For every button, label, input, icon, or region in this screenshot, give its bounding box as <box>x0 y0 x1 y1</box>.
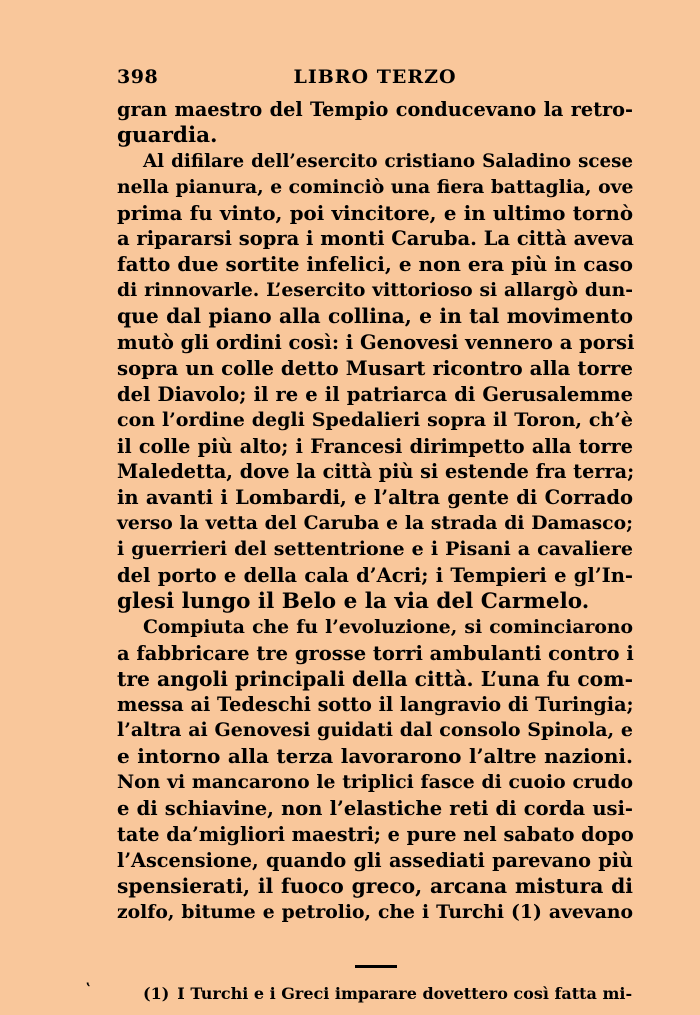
running-head <box>117 66 633 92</box>
running-title: LIBRO TERZO <box>293 66 457 88</box>
text-line: tre angoli principali della città. L’una fu com- <box>117 666 633 691</box>
text-line: sopra un colle detto Musart ricontro alla torre <box>117 355 633 380</box>
text-line: glesi lungo il Belo e la via del Carmelo. <box>117 588 590 614</box>
text-line: a ripararsi sopra i monti Caruba. La città aveva <box>117 227 634 251</box>
text-line: di rinnovarle. L’esercito vittorioso si allargò dun- <box>117 279 633 302</box>
text-line: Compiuta che fu l’evoluzione, si cominciarono <box>143 615 633 638</box>
text-line: verso la vetta del Caruba e la strada di Damasco; <box>117 512 633 535</box>
text-line: que dal piano alla collina, e in tal movimento <box>117 304 633 329</box>
text-line: spensierati, il fuoco greco, arcana mistura di <box>117 873 633 898</box>
text-line: prima fu vinto, poi vincitore, e in ultimo tornò <box>117 200 633 225</box>
margin-mark: ‛ <box>86 981 91 997</box>
text-line: messa ai Tedeschi sotto il langravio di Turingia; <box>117 693 634 717</box>
body-text <box>117 97 633 926</box>
page-number: 398 <box>117 66 159 88</box>
text-line: Al difilare dell’esercito cristiano Saladino scese <box>143 150 633 172</box>
text-line: il colle più alto; i Francesi dirimpetto alla torre <box>117 434 633 458</box>
text-line: mutò gli ordini così: i Genovesi vennero a porsi <box>117 331 635 355</box>
text-line: Non vi mancarono le triplici fasce di cuoio crudo <box>117 771 633 794</box>
text-line: e di schiavine, non l’elastiche reti di corda usi- <box>117 797 633 821</box>
text-line: i guerrieri del settentrione e i Pisani a cavaliere <box>117 538 633 561</box>
text-line: nella pianura, e cominciò una fiera battaglia, ove <box>117 175 634 198</box>
footnote-text: I Turchi e i Greci imparare dovettero così fatta mi- <box>177 984 633 1003</box>
text-line: l’altra ai Genovesi guidati dal consolo Spinola, e <box>117 719 633 742</box>
footnote-marker: (1) <box>143 984 170 1003</box>
text-line: e intorno alla terza lavorarono l’altre nazioni. <box>117 744 633 769</box>
text-line: Maledetta, dove la città più si estende fra terra; <box>117 460 635 484</box>
text-line: guardia. <box>117 122 218 148</box>
text-line: tate da’migliori maestri; e pure nel sabato dopo <box>117 822 634 846</box>
text-line: l’Ascensione, quando gli assediati parevano più <box>117 848 633 872</box>
footnote <box>143 984 633 1003</box>
text-line: con l’ordine degli Spedalieri sopra il Toron, ch’è <box>117 408 633 431</box>
text-line: del porto e della cala d’Acri; i Tempieri e gl’In- <box>117 564 633 588</box>
text-line: fatto due sortite infelici, e non era più in caso <box>117 252 633 277</box>
text-line: a fabbricare tre grosse torri ambulanti contro i <box>117 641 634 665</box>
footnote-rule <box>355 965 397 968</box>
text-line: in avanti i Lombardi, e l’altra gente di Corrado <box>117 486 633 510</box>
text-line: zolfo, bitume e petrolio, che i Turchi (1) avevano <box>117 900 633 923</box>
text-line: del Diavolo; il re e il patriarca di Gerusalemme <box>117 382 633 406</box>
text-line: gran maestro del Tempio conducevano la retro- <box>117 98 633 121</box>
